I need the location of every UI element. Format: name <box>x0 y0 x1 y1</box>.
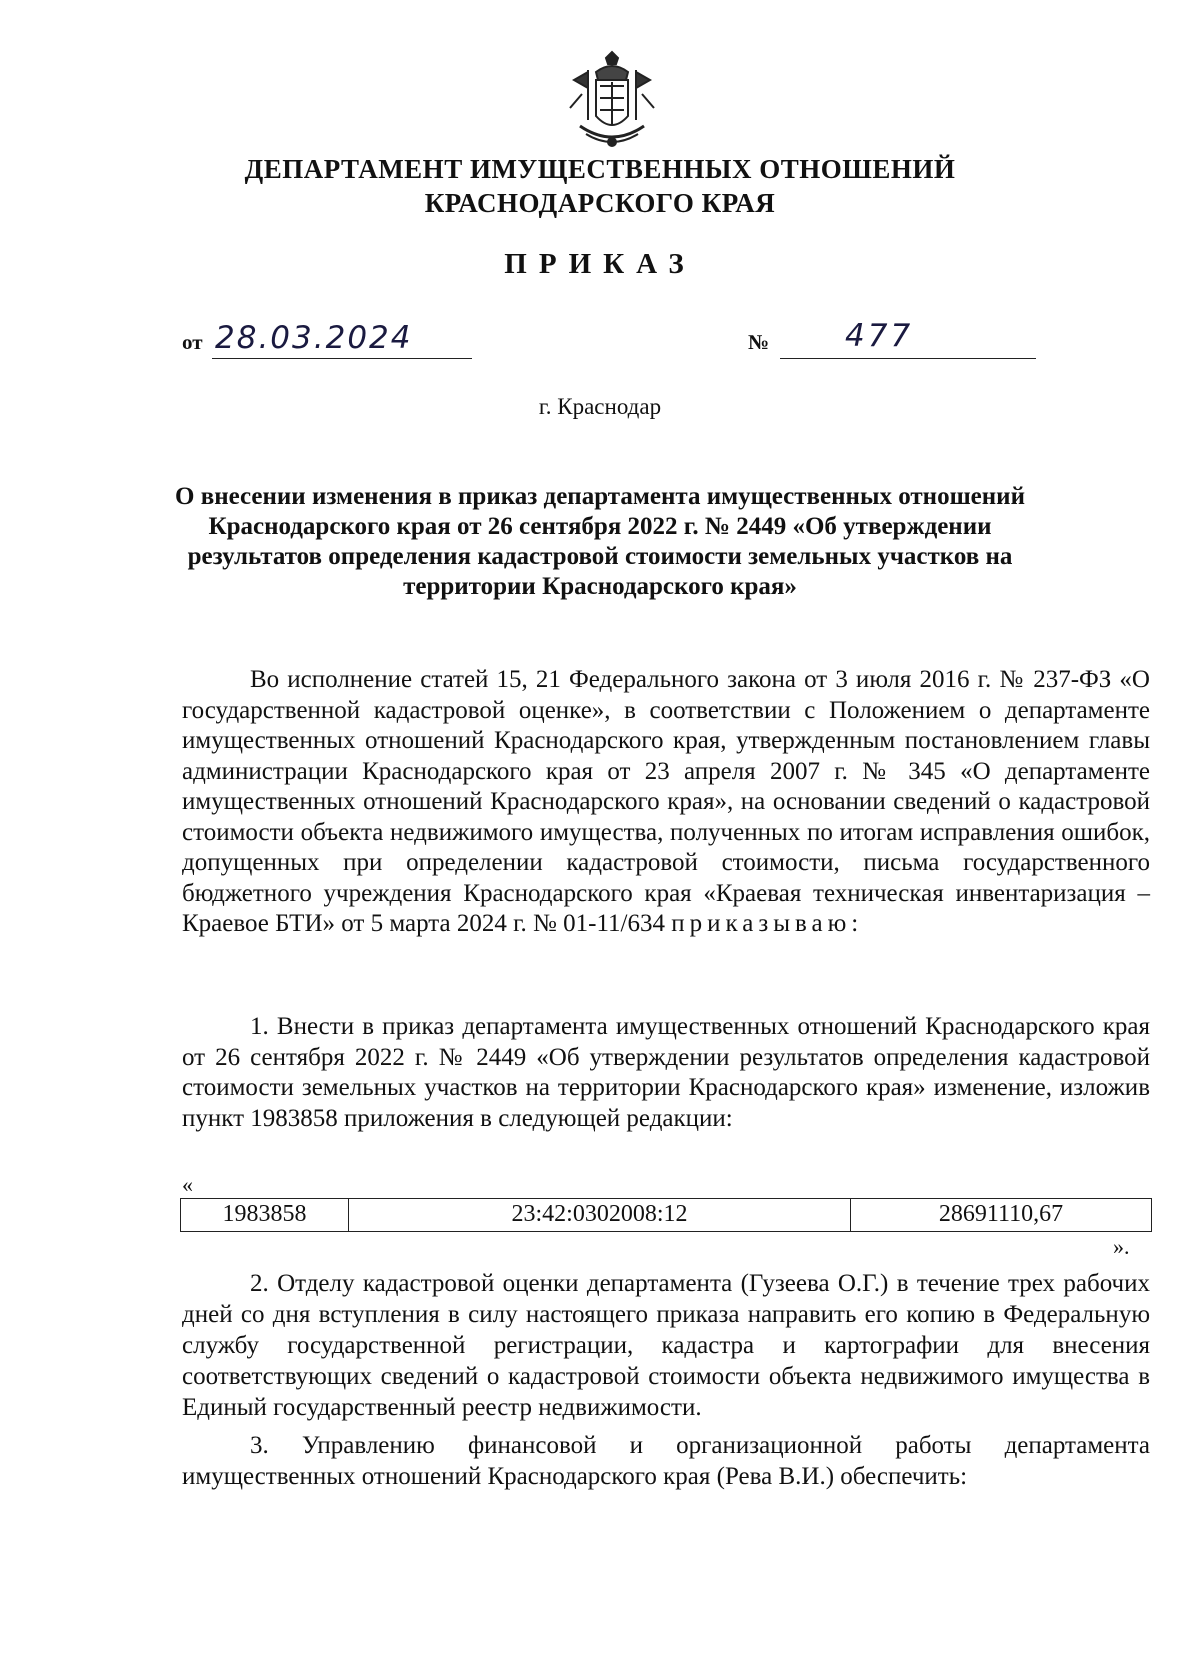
document-type: ПРИКАЗ <box>504 248 696 280</box>
clause-2-paragraph: 2. Отделу кадастровой оценки департамента (Гузеева О.Г.) в течение трех рабочих дней со дня вступления в силу настоящего приказа направить его копию в Федеральную службу государственной регистрации, кадастра и картографии для внесения соответствующих сведений о кадастровой стоимости объекта недвижимого имущества в Единый государственный реестр недвижимости. <box>182 1270 1150 1421</box>
table-cell-value: 28691110,67 <box>938 1201 1064 1227</box>
coat-of-arms-icon <box>566 50 658 150</box>
number-label: № <box>748 330 770 354</box>
department-name-line1: ДЕПАРТАМЕНТ ИМУЩЕСТВЕННЫХ ОТНОШЕНИЙ <box>244 154 956 184</box>
document-title: О внесении изменения в приказ департамента имущественных отношений Краснодарского края от 26 сентября 2022 г. № 2449 «Об утверждении результатов определения кадастровой стоимости земельных участков на территории Краснодарского края» <box>175 483 1025 600</box>
date-label: от <box>182 330 203 354</box>
city: г. Краснодар <box>538 394 662 419</box>
date-handwritten: 28.03.2024 <box>215 320 413 356</box>
date-underline <box>212 358 472 359</box>
number-handwritten: 477 <box>845 318 914 354</box>
cadastral-table-row <box>180 1198 1152 1232</box>
table-cell-cadastral-number: 23:42:0302008:12 <box>349 1199 851 1231</box>
department-name-line2: КРАСНОДАРСКОГО КРАЯ <box>424 188 776 218</box>
table-cell-item: 1983858 <box>181 1199 349 1231</box>
preamble-text: Во исполнение статей 15, 21 Федерального закона от 3 июля 2016 г. № 237-ФЗ «О государственной кадастровой оценке», в соответствии с Положением о департаменте имущественных отношений Краснодарского края, утвержденным постановлением главы администрации Краснодарского края от 23 апреля 2007 г. № 345 «О департаменте имущественных отношений Краснодарского края», на основании сведений о кадастровой стоимости объекта недвижимого имущества, полученных по итогам исправления ошибок, допущенных при определении кадастровой стоимости, письма государственного бюджетного учреждения Краснодарского края «Краевая техническая инвентаризация – Краевое БТИ» от 5 марта 2024 г. № 01-11/634 <box>182 666 1150 937</box>
clause-3-paragraph: 3. Управлению финансовой и организационной работы департамента имущественных отношений Краснодарского края (Рева В.И.) обеспечить: <box>182 1432 1150 1490</box>
clause-1-paragraph: 1. Внести в приказ департамента имущественных отношений Краснодарского края от 26 сентября 2022 г. № 2449 «Об утверждении результатов определения кадастровой стоимости земельных участков на территории Краснодарского края» изменение, изложив пункт 1983858 приложения в следующей редакции: <box>182 1013 1150 1132</box>
number-underline <box>780 358 1036 359</box>
preamble-paragraph <box>182 665 1150 940</box>
quote-open: « <box>182 1172 193 1197</box>
order-phrase: приказываю: <box>671 910 864 937</box>
quote-close: ». <box>1113 1234 1130 1259</box>
